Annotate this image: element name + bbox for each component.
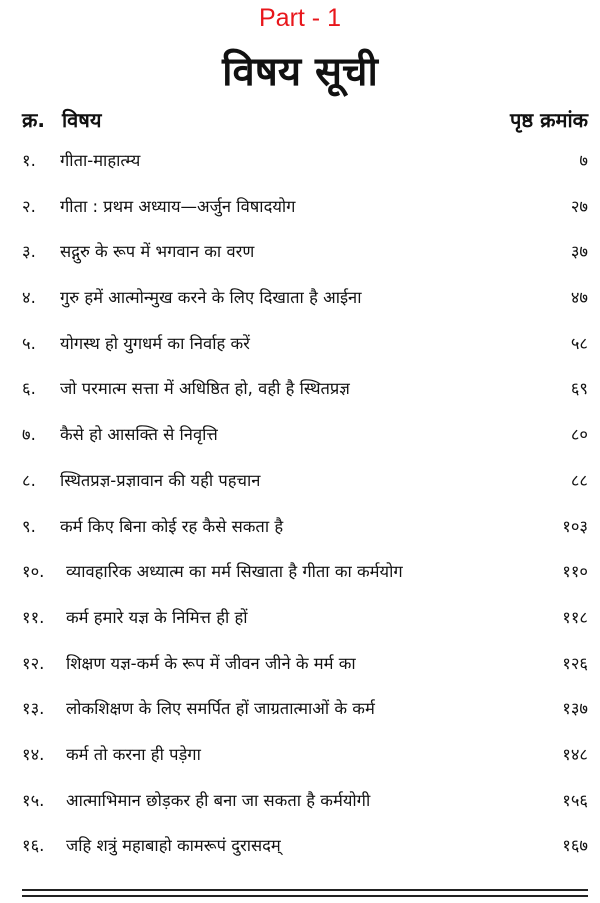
entry-topic: योगस्थ हो युगधर्म का निर्वाह करें [60, 333, 250, 353]
entry-page: ८८ [570, 470, 588, 490]
entry-page: ११० [562, 562, 588, 582]
entry-number: ८. [22, 470, 36, 490]
entry-page: ४७ [570, 288, 588, 308]
entry-number: ११. [22, 607, 45, 627]
toc-entry [22, 463, 588, 509]
entry-number: ९. [22, 516, 36, 536]
entry-number: १०. [22, 562, 45, 582]
toc-entry [22, 371, 588, 417]
toc-entry [22, 737, 588, 783]
entry-topic: शिक्षण यज्ञ-कर्म के रूप में जीवन जीने के मर्म का [66, 653, 356, 673]
entry-topic: सद्गुरु के रूप में भगवान का वरण [60, 242, 255, 262]
toc-entry [22, 509, 588, 555]
entry-number: १५. [22, 790, 45, 810]
entry-topic: स्थितप्रज्ञ-प्रज्ञावान की यही पहचान [60, 470, 261, 490]
entry-topic: गीता : प्रथम अध्याय—अर्जुन विषादयोग [60, 196, 296, 216]
entry-number: ६. [22, 379, 36, 399]
entry-topic: कर्म किए बिना कोई रह कैसे सकता है [60, 516, 284, 536]
entry-topic: गीता-माहात्म्य [60, 151, 141, 170]
entry-number: ४. [22, 288, 36, 308]
toc-entry [22, 600, 588, 646]
toc-header [22, 106, 588, 142]
entry-number: ३. [22, 242, 36, 262]
entry-number: १२. [22, 653, 45, 673]
entry-topic: कैसे हो आसक्ति से निवृत्ति [60, 425, 218, 445]
toc-entry [22, 646, 588, 692]
bottom-rule [22, 889, 588, 891]
entry-page: १४८ [562, 744, 588, 764]
entry-page: १६७ [562, 836, 588, 856]
entry-topic: गुरु हमें आत्मोन्मुख करने के लिए दिखाता है आईना [60, 288, 362, 308]
entry-topic: जहि शत्रुं महाबाहो कामरूपं दुरासदम् [66, 836, 281, 856]
header-number: क्र. [22, 108, 45, 132]
entry-number: १३. [22, 699, 45, 719]
entry-page: १२६ [562, 653, 588, 673]
toc-entry [22, 554, 588, 600]
entry-topic: कर्म हमारे यज्ञ के निमित्त ही हों [66, 607, 248, 627]
toc-entry [22, 828, 588, 874]
toc-entry [22, 326, 588, 372]
page-title: विषय सूची [222, 49, 378, 95]
entry-number: २. [22, 196, 36, 216]
toc-entry [22, 143, 588, 189]
entry-page: ५८ [570, 333, 588, 353]
toc-entry [22, 417, 588, 463]
entry-topic: कर्म तो करना ही पड़ेगा [66, 744, 201, 764]
entry-page: ८० [570, 425, 588, 445]
entry-topic: लोकशिक्षण के लिए समर्पित हों जाग्रतात्माओं के कर्म [66, 699, 375, 719]
header-page: पृष्ठ क्रमांक [510, 108, 588, 132]
entry-page: ६९ [570, 379, 588, 399]
toc-entry [22, 189, 588, 235]
entry-topic: व्यावहारिक अध्यात्म का मर्म सिखाता है गीता का कर्मयोग [66, 562, 403, 582]
entry-topic: आत्माभिमान छोड़कर ही बना जा सकता है कर्मयोगी [66, 790, 371, 810]
entry-page: ७ [579, 151, 588, 170]
entry-topic: जो परमात्म सत्ता में अधिष्ठित हो, वही है स्थितप्रज्ञ [60, 379, 350, 399]
entry-page: २७ [570, 196, 588, 216]
toc-entry [22, 234, 588, 280]
toc-entry [22, 783, 588, 829]
toc-list [22, 143, 588, 874]
entry-page: १५६ [562, 790, 588, 810]
entry-number: १६. [22, 836, 45, 856]
toc-entry [22, 691, 588, 737]
entry-number: १. [22, 151, 36, 170]
entry-page: ११८ [562, 607, 588, 627]
entry-number: १४. [22, 744, 45, 764]
entry-page: ३७ [570, 242, 588, 262]
header-topic: विषय [62, 108, 102, 132]
entry-page: १३७ [562, 699, 588, 719]
entry-page: १०३ [562, 516, 588, 536]
bottom-rule [22, 895, 588, 897]
entry-number: ५. [22, 333, 36, 353]
toc-entry [22, 280, 588, 326]
entry-number: ७. [22, 425, 36, 445]
part-label: Part - 1 [259, 4, 341, 32]
